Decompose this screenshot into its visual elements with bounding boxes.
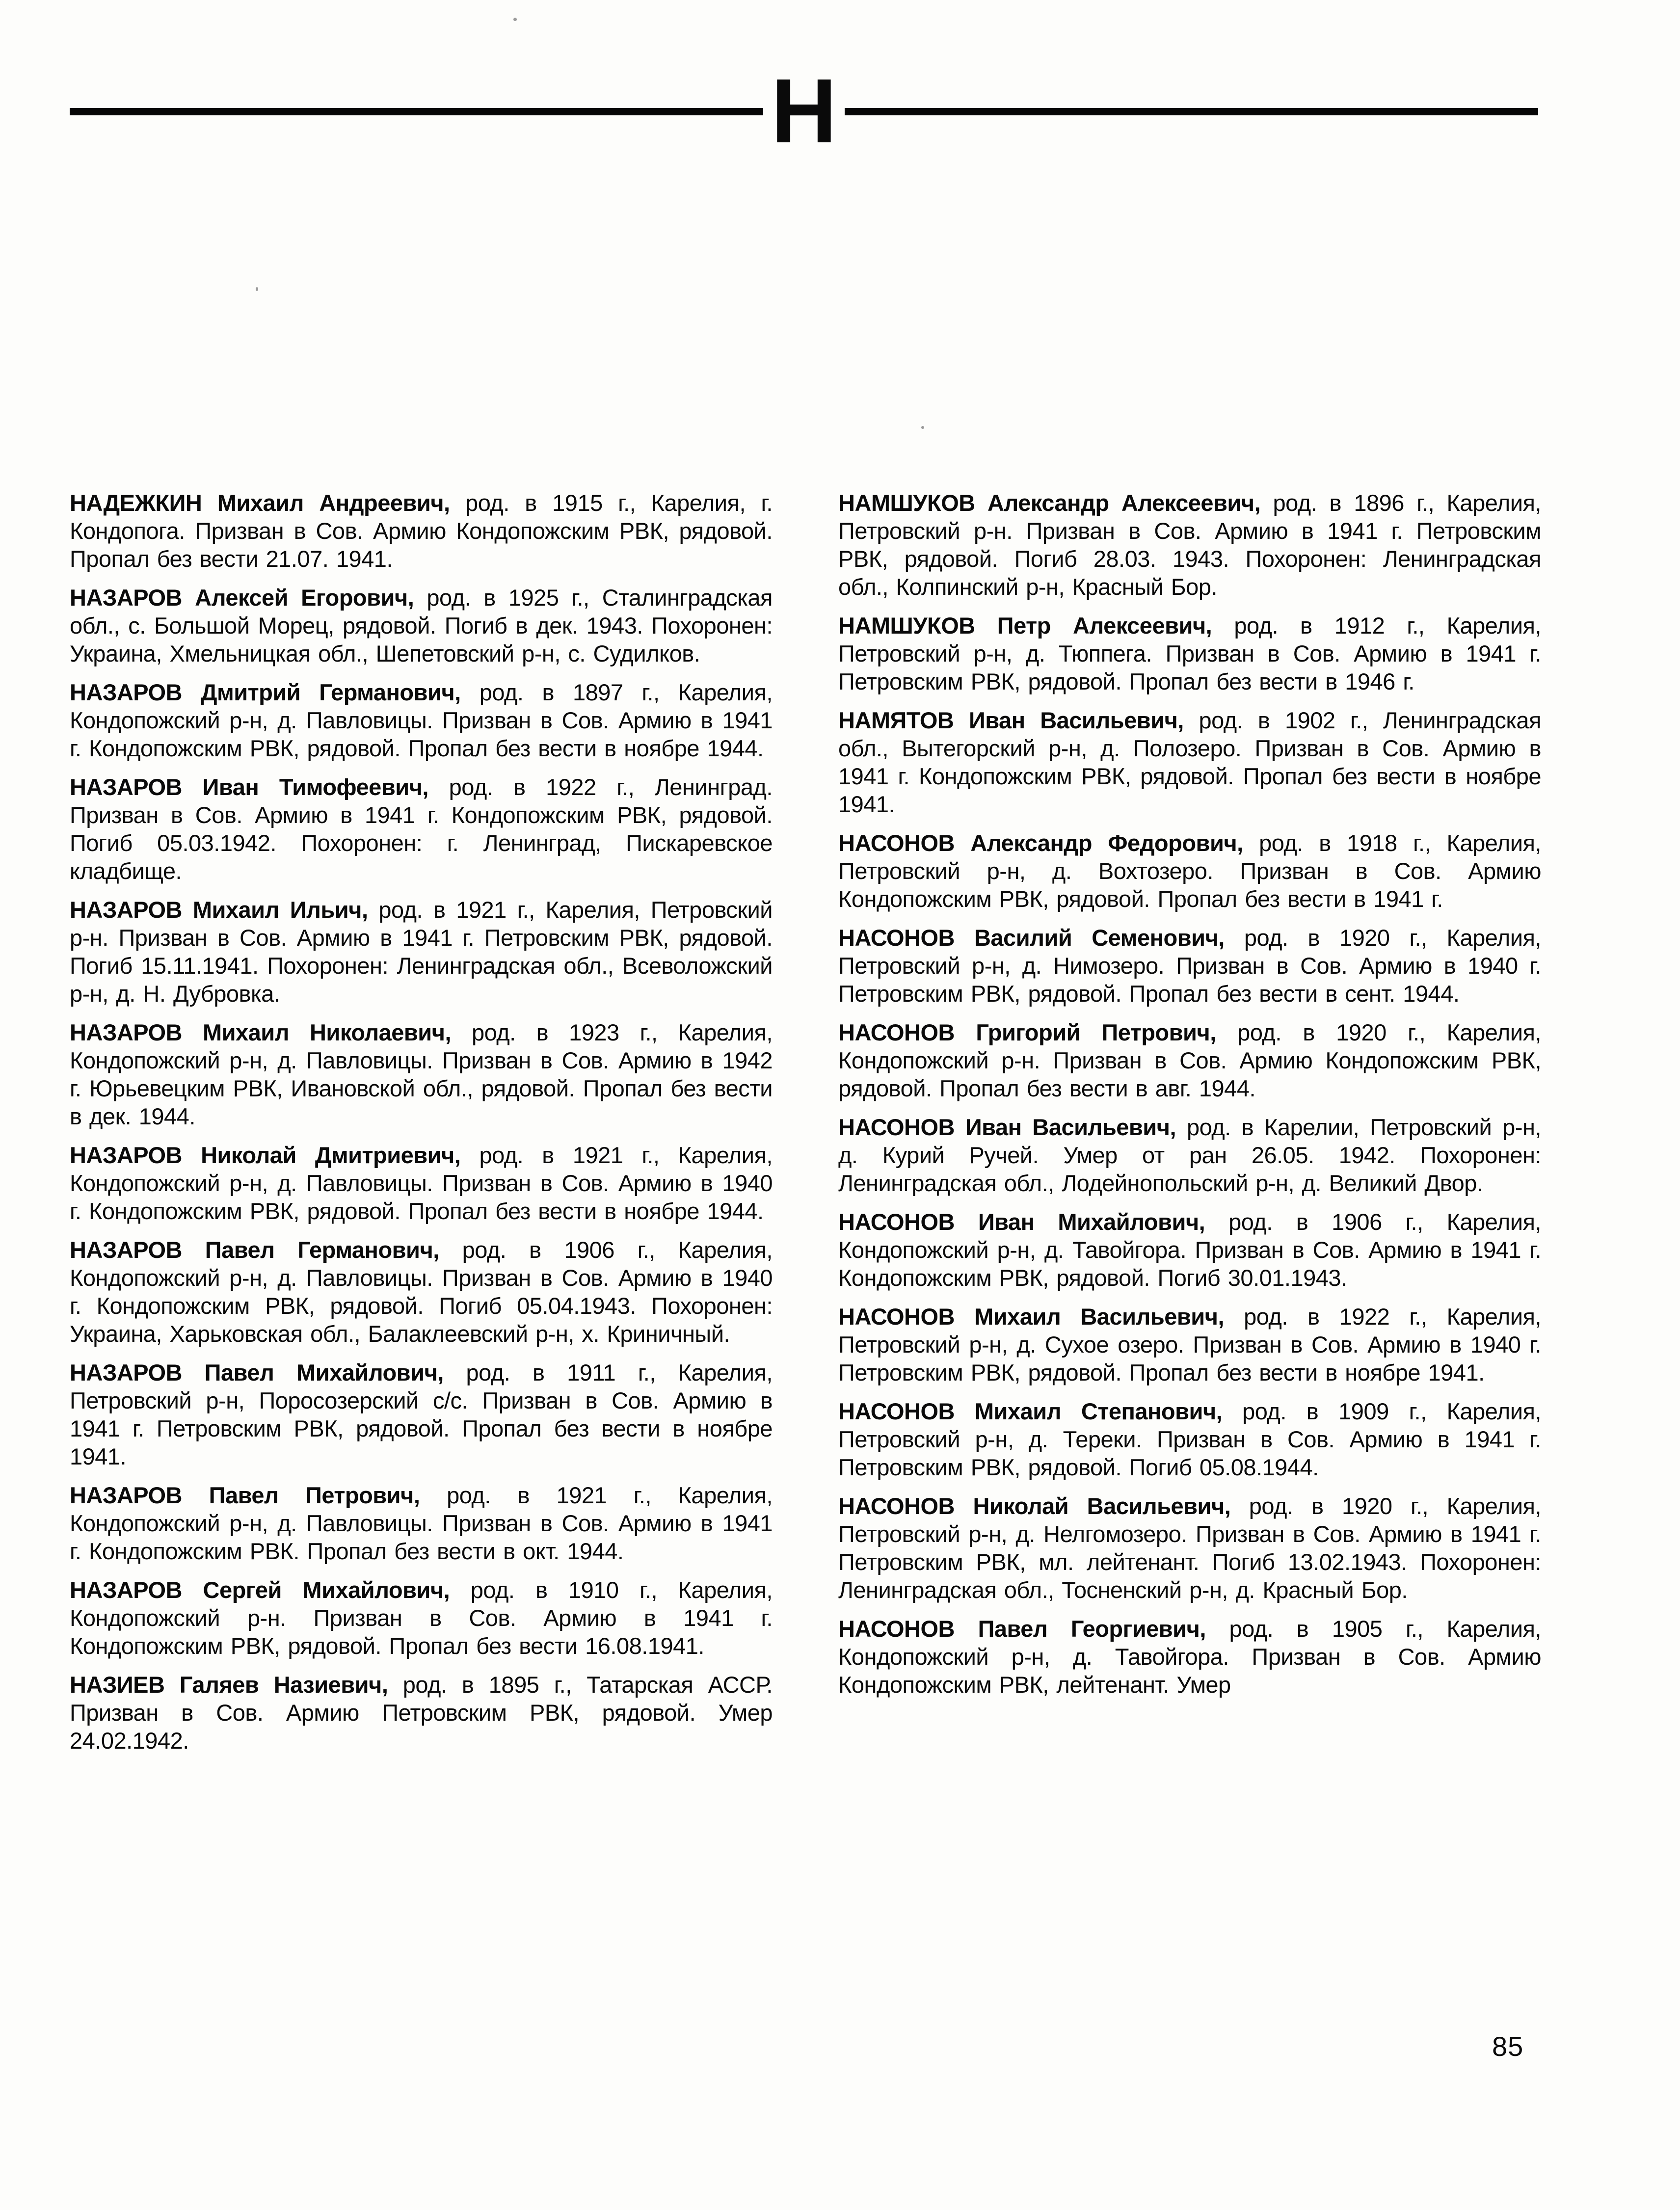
- entry-surname: НАСОНОВ Михаил Степанович,: [838, 1398, 1223, 1424]
- memorial-entry: [838, 1303, 1541, 1386]
- entry-surname: НАСОНОВ Григорий Петрович,: [838, 1019, 1216, 1045]
- entry-details: род. в 1905 г., Карелия, Кондопожский р-н, д. Тавойгора. Призван в Сов. Армию Кондопожским РВК, лейтенант. Умер: [838, 1616, 1541, 1698]
- entry-surname: НАСОНОВ Иван Васильевич,: [838, 1114, 1176, 1140]
- entry-surname: НАСОНОВ Иван Михайлович,: [838, 1209, 1205, 1235]
- entry-surname: НАЗАРОВ Павел Германович,: [70, 1237, 439, 1263]
- memorial-entry: [70, 584, 773, 667]
- header-rule-left: [70, 108, 763, 115]
- entry-surname: НАСОНОВ Михаил Васильевич,: [838, 1304, 1225, 1330]
- entry-surname: НАЗАРОВ Иван Тимофеевич,: [70, 774, 428, 800]
- entry-surname: НАСОНОВ Василий Семенович,: [838, 925, 1225, 951]
- entry-details: род. в 1897 г., Карелия, Кондопожский р-н, д. Павловицы. Призван в Сов. Армию в 1941 г. Кондопожским РВК, рядовой. Пропал без вести в ноябре 1944.: [70, 679, 773, 761]
- memorial-entry: [838, 1397, 1541, 1481]
- memorial-entry: [70, 1671, 773, 1755]
- entry-surname: НАДЕЖКИН Михаил Андреевич,: [70, 490, 450, 516]
- text-columns: [70, 489, 1541, 1755]
- memorial-entry: [70, 1141, 773, 1225]
- memorial-entry: [838, 829, 1541, 913]
- memorial-entry: [70, 1236, 773, 1348]
- entry-details: род. в 1906 г., Карелия, Кондопожский р-н, д. Павловицы. Призван в Сов. Армию в 1940 г. Кондопожским РВК, рядовой. Погиб 05.04.1943. Похоронен: Украина, Харьковская обл., Балаклеевский р-н, х. Криничный.: [70, 1237, 773, 1347]
- entry-details: род. в 1920 г., Карелия, Кондопожский р-н. Призван в Сов. Армию Кондопожским РВК, рядовой. Пропал без вести в авг. 1944.: [838, 1019, 1541, 1101]
- memorial-entry: [838, 489, 1541, 601]
- entry-details: род. в 1925 г., Сталинградская обл., с. Большой Морец, рядовой. Погиб в дек. 1943. Похоронен: Украина, Хмельницкая обл., Шепетовский р-н, с. Судилков.: [70, 585, 773, 666]
- entry-details: род. в 1922 г., Ленинград. Призван в Сов. Армию в 1941 г. Кондопожским РВК, рядовой. Погиб 05.03.1942. Похоронен: г. Ленинград, Пискаревское кладбище.: [70, 774, 773, 884]
- entry-details: род. в 1923 г., Карелия, Кондопожский р-н, д. Павловицы. Призван в Сов. Армию в 1942 г. Юрьевецким РВК, Ивановской обл., рядовой. Пропал без вести в дек. 1944.: [70, 1019, 773, 1129]
- entry-surname: НАМЯТОВ Иван Васильевич,: [838, 707, 1184, 733]
- entry-details: род. в 1922 г., Карелия, Петровский р-н, д. Сухое озеро. Призван в Сов. Армию в 1940 г. Петровским РВК, рядовой. Пропал без вести в ноябре 1941.: [838, 1304, 1541, 1385]
- entry-details: род. в 1895 г., Татарская АССР. Призван в Сов. Армию Петровским РВК, рядовой. Умер 24.02.1942.: [70, 1672, 773, 1754]
- entry-surname: НАМШУКОВ Петр Алексеевич,: [838, 612, 1212, 639]
- page-number: 85: [1492, 2031, 1524, 2062]
- entry-surname: НАСОНОВ Александр Федорович,: [838, 830, 1243, 856]
- memorial-entry: [70, 1481, 773, 1565]
- memorial-entry: [70, 1358, 773, 1470]
- entry-surname: НАЗАРОВ Павел Михайлович,: [70, 1359, 444, 1385]
- right-column: [838, 489, 1541, 1755]
- entry-surname: НАЗАРОВ Дмитрий Германович,: [70, 679, 461, 705]
- memorial-entry: [838, 1208, 1541, 1292]
- entry-surname: НАЗАРОВ Алексей Егорович,: [70, 585, 414, 611]
- memorial-entry: [70, 773, 773, 885]
- entry-details: род. в 1920 г., Карелия, Петровский р-н, д. Нелгомозеро. Призван в Сов. Армию в 1941 г. Петровским РВК, мл. лейтенант. Погиб 13.02.1943. Похоронен: Ленинградская обл., Тосненский р-н, д. Красный Бор.: [838, 1493, 1541, 1603]
- scan-speck: [921, 426, 924, 429]
- memorial-entry: [70, 1018, 773, 1130]
- scan-speck: [256, 287, 258, 291]
- entry-surname: НАСОНОВ Павел Георгиевич,: [838, 1616, 1206, 1642]
- memorial-entry: [838, 1113, 1541, 1197]
- memorial-entry: [838, 706, 1541, 818]
- memorial-entry: [70, 896, 773, 1008]
- entry-surname: НАЗАРОВ Михаил Николаевич,: [70, 1019, 452, 1045]
- section-letter: Н: [771, 60, 837, 162]
- entry-details: род. в 1912 г., Карелия, Петровский р-н, д. Тюппега. Призван в Сов. Армию в 1941 г. Петровским РВК, рядовой. Пропал без вести в 1946 г.: [838, 612, 1541, 694]
- entry-details: род. в Карелии, Петровский р-н, д. Курий Ручей. Умер от ран 26.05. 1942. Похоронен: Ленинградская обл., Лодейнопольский р-н, д. Великий Двор.: [838, 1114, 1541, 1196]
- memorial-entry: [838, 612, 1541, 695]
- entry-details: род. в 1918 г., Карелия, Петровский р-н, д. Вохтозеро. Призван в Сов. Армию Кондопожским РВК, рядовой. Пропал без вести в 1941 г.: [838, 830, 1541, 912]
- scan-speck: [513, 18, 517, 21]
- entry-details: род. в 1902 г., Ленинградская обл., Вытегорский р-н, д. Полозеро. Призван в Сов. Армию в 1941 г. Кондопожским РВК, рядовой. Пропал без вести в ноябре 1941.: [838, 707, 1542, 817]
- entry-details: род. в 1920 г., Карелия, Петровский р-н, д. Нимозеро. Призван в Сов. Армию в 1940 г. Петровским РВК, рядовой. Пропал без вести в сент. 1944.: [838, 925, 1541, 1007]
- entry-details: род. в 1906 г., Карелия, Кондопожский р-н, д. Тавойгора. Призван в Сов. Армию в 1941 г. Кондопожским РВК, рядовой. Погиб 30.01.1943.: [838, 1209, 1541, 1291]
- entry-surname: НАЗАРОВ Михаил Ильич,: [70, 897, 368, 923]
- memorial-entry: [838, 1615, 1541, 1699]
- entry-details: род. в 1921 г., Карелия, Кондопожский р-н, д. Павловицы. Призван в Сов. Армию в 1940 г. Кондопожским РВК, рядовой. Пропал без вести в ноябре 1944.: [70, 1142, 773, 1224]
- memorial-entry: [838, 1018, 1541, 1102]
- section-header: [70, 60, 1538, 162]
- entry-surname: НАЗАРОВ Сергей Михайлович,: [70, 1577, 450, 1603]
- memorial-entry: [838, 924, 1541, 1008]
- entry-surname: НАЗИЕВ Галяев Назиевич,: [70, 1672, 388, 1698]
- memorial-entry: [70, 1576, 773, 1660]
- memorial-entry: [838, 1492, 1541, 1604]
- left-column: [70, 489, 773, 1755]
- entry-surname: НАЗАРОВ Николай Дмитриевич,: [70, 1142, 461, 1168]
- entry-surname: НАСОНОВ Николай Васильевич,: [838, 1493, 1231, 1519]
- entry-details: род. в 1921 г., Карелия, Петровский р-н. Призван в Сов. Армию в 1941 г. Петровским РВК, рядовой. Погиб 15.11.1941. Похоронен: Ленинградская обл., Всеволожский р-н, д. Н. Дубровка.: [70, 897, 773, 1007]
- entry-details: род. в 1910 г., Карелия, Кондопожский р-н. Призван в Сов. Армию в 1941 г. Кондопожским РВК, рядовой. Пропал без вести 16.08.1941.: [70, 1577, 773, 1659]
- header-rule-right: [845, 108, 1538, 115]
- entry-details: род. в 1911 г., Карелия, Петровский р-н, Поросозерский с/с. Призван в Сов. Армию в 1941 г. Петровским РВК, рядовой. Пропал без вести в ноябре 1941.: [70, 1359, 773, 1469]
- memorial-entry: [70, 489, 773, 573]
- entry-details: род. в 1921 г., Карелия, Кондопожский р-н, д. Павловицы. Призван в Сов. Армию в 1941 г. Кондопожским РВК. Пропал без вести в окт. 1944.: [70, 1482, 773, 1564]
- entry-details: род. в 1915 г., Карелия, г. Кондопога. Призван в Сов. Армию Кондопожским РВК, рядовой. Пропал без вести 21.07. 1941.: [70, 490, 773, 572]
- entry-surname: НАЗАРОВ Павел Петрович,: [70, 1482, 420, 1508]
- memorial-entry: [70, 678, 773, 762]
- entry-details: род. в 1909 г., Карелия, Петровский р-н, д. Тереки. Призван в Сов. Армию в 1941 г. Петровским РВК, рядовой. Погиб 05.08.1944.: [838, 1398, 1541, 1480]
- entry-surname: НАМШУКОВ Александр Алексеевич,: [838, 490, 1261, 516]
- entry-details: род. в 1896 г., Карелия, Петровский р-н. Призван в Сов. Армию в 1941 г. Петровским РВК, рядовой. Погиб 28.03. 1943. Похоронен: Ленинградская обл., Колпинский р-н, Красный Бор.: [838, 490, 1541, 600]
